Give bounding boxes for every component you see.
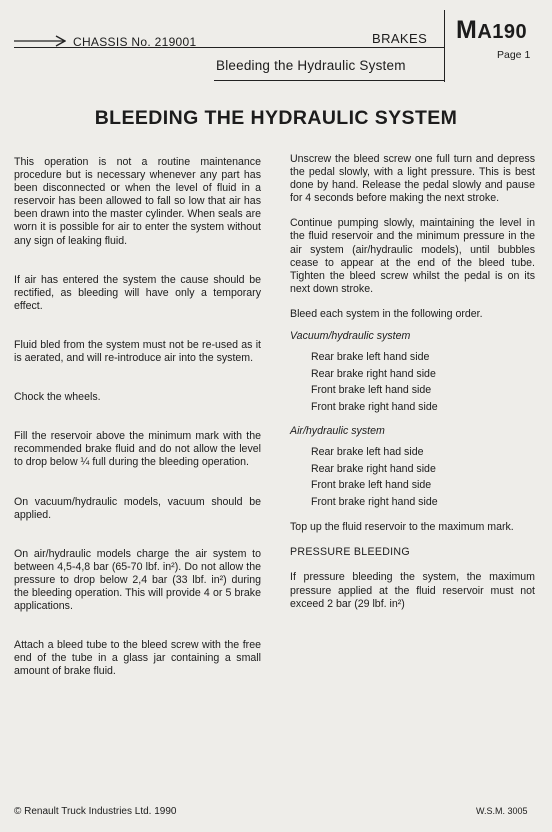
paragraph: Unscrew the bleed screw one full turn and depress the pedal slowly, with a light pressure. This is best done by hand. Release the pedal slowly and pause for 4 seconds before making the next stroke.: [290, 153, 535, 205]
section-heading: PRESSURE BLEEDING: [290, 546, 410, 559]
header-divider: [444, 10, 445, 82]
paragraph: This operation is not a routine maintenance procedure but is necessary whenever any part has been disconnected or when the level of fluid in a reservoir has been allowed to fall so low that air has been drawn into the master cylinder. When seals are worn it is possible for air to enter the system without any sign of leaking fluid.: [14, 156, 261, 247]
right-column: [290, 153, 535, 611]
chassis-number: CHASSIS No. 219001: [73, 35, 197, 49]
list-item: Rear brake left had side: [311, 446, 424, 459]
page-title: BLEEDING THE HYDRAULIC SYSTEM: [94, 107, 458, 129]
paragraph: Attach a bleed tube to the bleed screw with the free end of the tube in a glass jar containing a small amount of brake fluid.: [14, 639, 261, 678]
document-code: [456, 16, 527, 45]
left-column: [14, 156, 261, 678]
bleed-order-list: [311, 446, 535, 512]
header-rule-bottom: [214, 80, 444, 81]
list-item: Rear brake right hand side: [311, 367, 436, 380]
paragraph: On vacuum/hydraulic models, vacuum should be applied.: [14, 495, 261, 521]
page-number: Page 1: [497, 49, 531, 61]
paragraph: Fluid bled from the system must not be re-used as it is aerated, and will re-introduce air into the system.: [14, 338, 261, 365]
document-code-prefix: M: [456, 16, 478, 44]
list-item: Rear brake right hand side: [311, 462, 436, 475]
list-item: Front brake right hand side: [311, 495, 438, 508]
copyright: © Renault Truck Industries Ltd. 1990: [14, 806, 177, 817]
section-title: BRAKES: [372, 31, 428, 46]
list-item: Rear brake left hand side: [311, 351, 430, 364]
paragraph: Chock the wheels.: [14, 391, 101, 404]
list-item: Front brake left hand side: [311, 479, 432, 492]
subsection-heading: Air/hydraulic system: [290, 425, 385, 438]
header-rule-top: [14, 47, 444, 48]
list-item: Front brake right hand side: [311, 400, 438, 413]
paragraph: Top up the fluid reservoir to the maximum mark.: [290, 521, 514, 534]
document-reference: W.S.M. 3005: [476, 806, 528, 816]
paragraph: If air has entered the system the cause should be rectified, as bleeding will have only a temporary effect.: [14, 273, 261, 312]
document-code-number: A190: [477, 21, 528, 43]
bleed-order-list: [311, 351, 535, 417]
arrow-icon: [14, 34, 66, 48]
list-item: Front brake left hand side: [311, 384, 432, 397]
section-subtitle: Bleeding the Hydraulic System: [216, 58, 406, 73]
paragraph: Continue pumping slowly, maintaining the level in the fluid reservoir and the minimum pressure in the air system (air/hydraulic models), until bubbles cease to appear at the end of the bleed tube. Tighten the bleed screw whilst the pedal is on its next down stroke.: [290, 217, 535, 295]
paragraph: On air/hydraulic models charge the air system to between 4,5-4,8 bar (65-70 lbf. in²). Do not allow the pressure to drop below 2,4 bar (33 lbf. in²) during the bleeding operation. This will provide 4 or 5 brake applications.: [14, 547, 261, 613]
subsection-heading: Vacuum/hydraulic system: [290, 330, 411, 343]
paragraph: Fill the reservoir above the minimum mark with the recommended brake fluid and do not allow the level to drop below ¼ full during the bleeding operation.: [14, 430, 261, 469]
paragraph: Bleed each system in the following order.: [290, 307, 483, 320]
paragraph: If pressure bleeding the system, the maximum pressure applied at the fluid reservoir must not exceed 2 bar (29 lbf. in²): [290, 571, 535, 610]
